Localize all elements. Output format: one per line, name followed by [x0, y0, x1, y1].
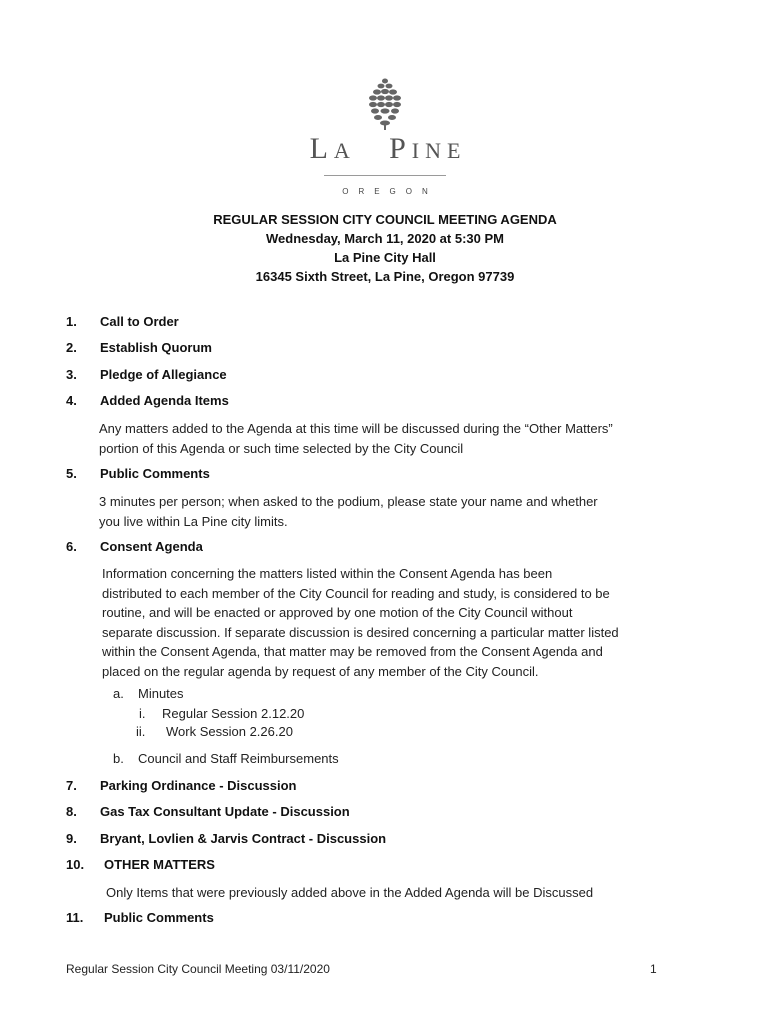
item-title: Establish Quorum	[100, 340, 212, 355]
pinecone-icon	[365, 78, 405, 130]
agenda-title: REGULAR SESSION CITY COUNCIL MEETING AGENDA	[213, 212, 557, 227]
subitem-text: Regular Session 2.12.20	[162, 706, 305, 721]
item-number: 2.	[66, 340, 77, 355]
description-line: placed on the regular agenda by request of any member of the City Council.	[102, 663, 539, 679]
item-number: 9.	[66, 831, 77, 846]
item-title: Parking Ordinance - Discussion	[100, 778, 297, 793]
item-number: 8.	[66, 804, 77, 819]
item-title: Consent Agenda	[100, 539, 203, 554]
subitem-label: ii.	[136, 724, 146, 739]
item-number: 5.	[66, 466, 77, 481]
item-title: Bryant, Lovlien & Jarvis Contract - Discussion	[100, 831, 387, 846]
description-line: separate discussion. If separate discussion is desired concerning a particular matter listed	[102, 624, 619, 640]
item-number: 10.	[66, 857, 85, 872]
item-description	[106, 883, 593, 903]
subitem-text: Council and Staff Reimbursements	[138, 751, 339, 766]
description-line: Information concerning the matters listed within the Consent Agenda has been	[102, 566, 553, 581]
subitem-text: Work Session 2.26.20	[166, 724, 293, 739]
page-footer: Regular Session City Council Meeting 03/11/2020	[66, 962, 330, 976]
item-title: Public Comments	[104, 910, 214, 925]
item-title: Added Agenda Items	[100, 393, 229, 408]
item-description	[99, 419, 613, 458]
meeting-venue: La Pine City Hall	[334, 250, 436, 265]
item-title: Gas Tax Consultant Update - Discussion	[100, 804, 350, 819]
item-number: 1.	[66, 314, 77, 329]
item-description	[99, 492, 598, 531]
item-number: 6.	[66, 539, 77, 554]
subitem-label: a.	[113, 686, 124, 701]
item-title: Call to Order	[100, 314, 179, 329]
item-number: 7.	[66, 778, 77, 793]
subitem-label: b.	[113, 751, 124, 766]
logo-divider	[324, 175, 446, 176]
description-line: Any matters added to the Agenda at this time will be discussed during the “Other Matters”	[99, 421, 613, 436]
description-line: distributed to each member of the City Council for reading and study, is considered to be	[102, 585, 610, 601]
item-title: Pledge of Allegiance	[100, 367, 227, 382]
meeting-address: 16345 Sixth Street, La Pine, Oregon 97739	[255, 269, 515, 284]
logo-letter: P	[389, 132, 412, 165]
agenda-heading	[0, 210, 770, 286]
logo-state: OREGON	[342, 187, 438, 196]
item-number: 3.	[66, 367, 77, 382]
description-line: Only Items that were previously added above in the Added Agenda will be Discussed	[106, 885, 594, 900]
logo-letter: L	[309, 132, 334, 165]
logo-wordmark	[0, 132, 770, 165]
description-line: within the Consent Agenda, that matter may be removed from the Consent Agenda and	[102, 644, 603, 659]
description-line: routine, and will be enacted or approved by one motion of the City Council without	[102, 605, 573, 620]
item-number: 4.	[66, 393, 77, 408]
subitem-text: Minutes	[138, 686, 184, 701]
description-line: you live within La Pine city limits.	[99, 513, 288, 529]
item-number: 11.	[66, 910, 84, 925]
logo-letter: INE	[411, 138, 467, 163]
item-title: Public Comments	[100, 466, 210, 481]
subitem-label: i.	[139, 706, 146, 721]
meeting-date: Wednesday, March 11, 2020 at 5:30 PM	[266, 231, 504, 246]
item-description	[102, 564, 619, 681]
item-title: OTHER MATTERS	[104, 857, 215, 872]
description-line: 3 minutes per person; when asked to the podium, please state your name and whether	[99, 494, 598, 509]
page-number: 1	[650, 962, 657, 976]
logo-letter: A	[333, 138, 355, 163]
description-line: portion of this Agenda or such time selected by the City Council	[99, 440, 464, 456]
la-pine-logo	[0, 78, 770, 196]
